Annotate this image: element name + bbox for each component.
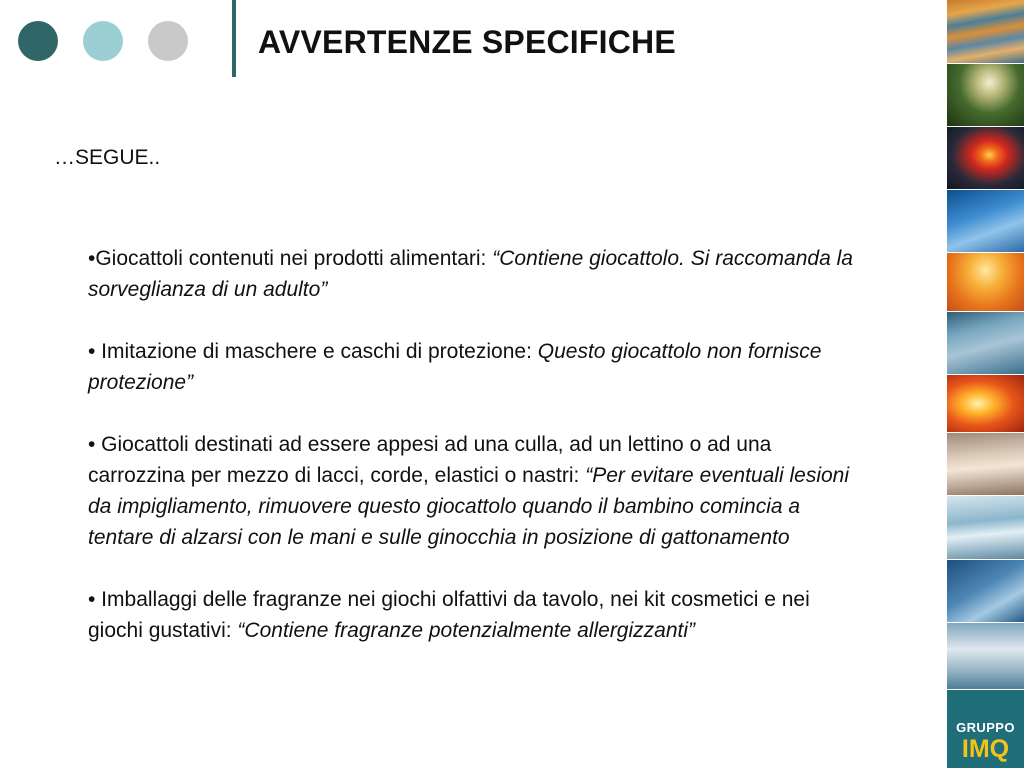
warning-item — [88, 429, 863, 553]
warning-label: •Giocattoli contenuti nei prodotti alimentari: — [88, 247, 493, 270]
warning-label: • Imballaggi delle fragranze nei giochi olfattivi da tavolo, nei kit cosmetici e nei giochi gustativi: — [88, 588, 810, 642]
photo-tile — [947, 623, 1024, 690]
warning-text: “Contiene giocattolo. Si raccomanda la sorveglianza di un adulto” — [88, 247, 853, 301]
photo-tile — [947, 0, 1024, 64]
photo-tile — [947, 253, 1024, 312]
warning-text: “Contiene fragranze potenzialmente allergizzanti” — [237, 619, 696, 642]
decorative-dot-grey — [148, 21, 188, 61]
warning-text: Questo giocattolo non fornisce protezione” — [88, 340, 822, 394]
decorative-photo-strip — [947, 0, 1024, 768]
decorative-dot-light — [83, 21, 123, 61]
photo-tile — [947, 560, 1024, 623]
decorative-dot-dark — [18, 21, 58, 61]
warnings-list — [88, 243, 863, 646]
warning-item — [88, 584, 863, 646]
title-divider — [232, 0, 236, 77]
warning-text: “Per evitare eventuali lesioni da impigliamento, rimuovere questo giocattolo quando il bambino comincia a tentare di alzarsi con le mani e sulle ginocchia in posizione di gattonamento — [88, 464, 850, 549]
warning-item — [88, 243, 863, 305]
photo-tile — [947, 64, 1024, 127]
logo-top-text: GRUPPO — [956, 720, 1015, 735]
photo-tile — [947, 127, 1024, 190]
imq-logo — [947, 690, 1024, 768]
warning-label: • Giocattoli destinati ad essere appesi ad una culla, ad un lettino o ad una carrozzina per mezzo di lacci, corde, elastici o nastri: — [88, 433, 772, 487]
slide-subtitle: …SEGUE.. — [54, 146, 161, 169]
photo-tile — [947, 312, 1024, 375]
warning-item — [88, 336, 863, 398]
slide-title: AVVERTENZE SPECIFICHE — [258, 24, 676, 60]
photo-tile — [947, 190, 1024, 253]
photo-tile — [947, 433, 1024, 496]
photo-tile — [947, 375, 1024, 433]
warning-label: • Imitazione di maschere e caschi di protezione: — [88, 340, 538, 363]
photo-tile — [947, 496, 1024, 560]
logo-brand-text: IMQ — [961, 735, 1010, 763]
